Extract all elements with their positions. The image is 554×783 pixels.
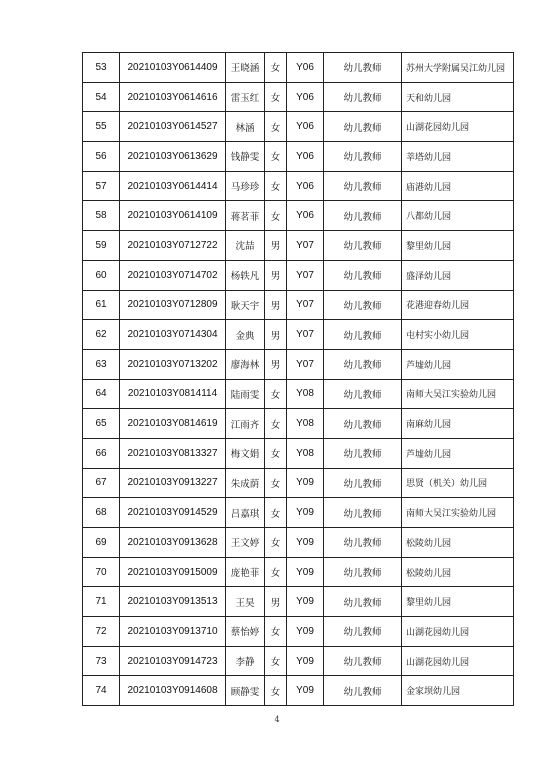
school-cell: 花港迎春幼儿园 — [402, 290, 514, 320]
gender-cell: 女 — [265, 646, 287, 676]
table-row — [83, 438, 514, 468]
position-cell: 幼儿教师 — [324, 557, 402, 587]
candidate-name-cell: 吕嘉琪 — [226, 498, 265, 528]
table-row — [83, 53, 514, 83]
position-code-cell: Y06 — [287, 53, 324, 83]
school-cell: 山湖花园幼儿园 — [402, 112, 514, 142]
position-cell: 幼儿教师 — [324, 617, 402, 647]
table-row — [83, 557, 514, 587]
position-code-cell: Y06 — [287, 82, 324, 112]
table-row — [83, 646, 514, 676]
position-cell: 幼儿教师 — [324, 409, 402, 439]
candidate-name-cell: 朱成荫 — [226, 468, 265, 498]
position-cell: 幼儿教师 — [324, 438, 402, 468]
exam-id-cell: 20210103Y0613629 — [120, 142, 226, 172]
row-number-cell: 70 — [83, 557, 120, 587]
school-cell: 莘塔幼儿园 — [402, 142, 514, 172]
position-code-cell: Y09 — [287, 676, 324, 706]
exam-id-cell: 20210103Y0914529 — [120, 498, 226, 528]
position-cell: 幼儿教师 — [324, 171, 402, 201]
candidate-name-cell: 金典 — [226, 320, 265, 350]
table-row — [83, 349, 514, 379]
position-code-cell: Y06 — [287, 112, 324, 142]
candidate-name-cell: 顾静雯 — [226, 676, 265, 706]
table-row — [83, 260, 514, 290]
exam-id-cell: 20210103Y0814619 — [120, 409, 226, 439]
school-cell: 天和幼儿园 — [402, 82, 514, 112]
gender-cell: 女 — [265, 676, 287, 706]
table-row — [83, 112, 514, 142]
table-body — [83, 53, 514, 706]
school-cell: 苏州大学附属吴江幼儿园 — [402, 53, 514, 83]
gender-cell: 女 — [265, 171, 287, 201]
candidate-name-cell: 蒋茗菲 — [226, 201, 265, 231]
position-code-cell: Y07 — [287, 349, 324, 379]
table-row — [83, 528, 514, 558]
position-cell: 幼儿教师 — [324, 320, 402, 350]
school-cell: 松陵幼儿园 — [402, 557, 514, 587]
candidate-name-cell: 庞艳菲 — [226, 557, 265, 587]
school-cell: 屯村实小幼儿园 — [402, 320, 514, 350]
gender-cell: 女 — [265, 201, 287, 231]
school-cell: 松陵幼儿园 — [402, 528, 514, 558]
candidate-name-cell: 林涵 — [226, 112, 265, 142]
row-number-cell: 68 — [83, 498, 120, 528]
exam-id-cell: 20210103Y0913227 — [120, 468, 226, 498]
gender-cell: 女 — [265, 557, 287, 587]
candidate-name-cell: 廖海林 — [226, 349, 265, 379]
candidate-name-cell: 王文婷 — [226, 528, 265, 558]
school-cell: 南师大吴江实验幼儿园 — [402, 379, 514, 409]
candidate-table — [82, 52, 514, 706]
position-code-cell: Y07 — [287, 260, 324, 290]
row-number-cell: 59 — [83, 231, 120, 261]
candidate-name-cell: 杨轶凡 — [226, 260, 265, 290]
table-row — [83, 468, 514, 498]
school-cell: 山湖花园幼儿园 — [402, 646, 514, 676]
gender-cell: 女 — [265, 409, 287, 439]
table-row — [83, 617, 514, 647]
row-number-cell: 71 — [83, 587, 120, 617]
gender-cell: 女 — [265, 142, 287, 172]
position-cell: 幼儿教师 — [324, 290, 402, 320]
position-cell: 幼儿教师 — [324, 676, 402, 706]
gender-cell: 女 — [265, 112, 287, 142]
table-row — [83, 498, 514, 528]
gender-cell: 女 — [265, 53, 287, 83]
row-number-cell: 69 — [83, 528, 120, 558]
school-cell: 八都幼儿园 — [402, 201, 514, 231]
position-code-cell: Y08 — [287, 438, 324, 468]
page-number: 4 — [274, 715, 280, 724]
exam-id-cell: 20210103Y0614616 — [120, 82, 226, 112]
table-row — [83, 82, 514, 112]
gender-cell: 男 — [265, 320, 287, 350]
school-cell: 南麻幼儿园 — [402, 409, 514, 439]
school-cell: 金家坝幼儿园 — [402, 676, 514, 706]
exam-id-cell: 20210103Y0614409 — [120, 53, 226, 83]
position-cell: 幼儿教师 — [324, 201, 402, 231]
table-row — [83, 676, 514, 706]
exam-id-cell: 20210103Y0915009 — [120, 557, 226, 587]
row-number-cell: 58 — [83, 201, 120, 231]
exam-id-cell: 20210103Y0813327 — [120, 438, 226, 468]
gender-cell: 女 — [265, 379, 287, 409]
table-row — [83, 171, 514, 201]
table-row — [83, 142, 514, 172]
table-row — [83, 201, 514, 231]
school-cell: 庙港幼儿园 — [402, 171, 514, 201]
position-cell: 幼儿教师 — [324, 528, 402, 558]
row-number-cell: 56 — [83, 142, 120, 172]
candidate-name-cell: 蔡怡婷 — [226, 617, 265, 647]
position-cell: 幼儿教师 — [324, 231, 402, 261]
exam-id-cell: 20210103Y0712722 — [120, 231, 226, 261]
gender-cell: 男 — [265, 260, 287, 290]
gender-cell: 女 — [265, 82, 287, 112]
row-number-cell: 65 — [83, 409, 120, 439]
school-cell: 黎里幼儿园 — [402, 231, 514, 261]
exam-id-cell: 20210103Y0714702 — [120, 260, 226, 290]
school-cell: 南师大吴江实验幼儿园 — [402, 498, 514, 528]
position-code-cell: Y09 — [287, 557, 324, 587]
exam-id-cell: 20210103Y0914608 — [120, 676, 226, 706]
gender-cell: 女 — [265, 498, 287, 528]
position-cell: 幼儿教师 — [324, 587, 402, 617]
exam-id-cell: 20210103Y0913710 — [120, 617, 226, 647]
gender-cell: 男 — [265, 587, 287, 617]
position-cell: 幼儿教师 — [324, 349, 402, 379]
gender-cell: 女 — [265, 528, 287, 558]
school-cell: 山湖花园幼儿园 — [402, 617, 514, 647]
position-code-cell: Y08 — [287, 409, 324, 439]
position-code-cell: Y06 — [287, 171, 324, 201]
position-code-cell: Y09 — [287, 646, 324, 676]
row-number-cell: 63 — [83, 349, 120, 379]
table-row — [83, 379, 514, 409]
exam-id-cell: 20210103Y0712809 — [120, 290, 226, 320]
row-number-cell: 74 — [83, 676, 120, 706]
row-number-cell: 60 — [83, 260, 120, 290]
candidate-name-cell: 钱静雯 — [226, 142, 265, 172]
row-number-cell: 62 — [83, 320, 120, 350]
row-number-cell: 73 — [83, 646, 120, 676]
gender-cell: 男 — [265, 290, 287, 320]
exam-id-cell: 20210103Y0913513 — [120, 587, 226, 617]
exam-id-cell: 20210103Y0914723 — [120, 646, 226, 676]
position-cell: 幼儿教师 — [324, 260, 402, 290]
table-row — [83, 587, 514, 617]
row-number-cell: 53 — [83, 53, 120, 83]
candidate-name-cell: 雷玉红 — [226, 82, 265, 112]
position-cell: 幼儿教师 — [324, 646, 402, 676]
position-cell: 幼儿教师 — [324, 82, 402, 112]
gender-cell: 女 — [265, 468, 287, 498]
row-number-cell: 57 — [83, 171, 120, 201]
position-code-cell: Y07 — [287, 290, 324, 320]
row-number-cell: 54 — [83, 82, 120, 112]
candidate-name-cell: 马珍珍 — [226, 171, 265, 201]
candidate-name-cell: 耿天宇 — [226, 290, 265, 320]
exam-id-cell: 20210103Y0614414 — [120, 171, 226, 201]
position-cell: 幼儿教师 — [324, 468, 402, 498]
position-code-cell: Y07 — [287, 320, 324, 350]
table-row — [83, 231, 514, 261]
row-number-cell: 64 — [83, 379, 120, 409]
candidate-name-cell: 梅文娟 — [226, 438, 265, 468]
school-cell: 盛泽幼儿园 — [402, 260, 514, 290]
position-code-cell: Y09 — [287, 528, 324, 558]
position-code-cell: Y09 — [287, 587, 324, 617]
position-cell: 幼儿教师 — [324, 379, 402, 409]
table-row — [83, 320, 514, 350]
row-number-cell: 66 — [83, 438, 120, 468]
row-number-cell: 61 — [83, 290, 120, 320]
position-code-cell: Y09 — [287, 617, 324, 647]
position-cell: 幼儿教师 — [324, 142, 402, 172]
candidate-name-cell: 陆雨雯 — [226, 379, 265, 409]
gender-cell: 男 — [265, 349, 287, 379]
position-code-cell: Y09 — [287, 498, 324, 528]
position-cell: 幼儿教师 — [324, 112, 402, 142]
row-number-cell: 55 — [83, 112, 120, 142]
school-cell: 思贤（机关）幼儿园 — [402, 468, 514, 498]
candidate-name-cell: 王昊 — [226, 587, 265, 617]
candidate-name-cell: 江雨齐 — [226, 409, 265, 439]
position-code-cell: Y06 — [287, 142, 324, 172]
position-code-cell: Y07 — [287, 231, 324, 261]
gender-cell: 女 — [265, 617, 287, 647]
table-row — [83, 290, 514, 320]
candidate-name-cell: 沈喆 — [226, 231, 265, 261]
gender-cell: 女 — [265, 438, 287, 468]
exam-id-cell: 20210103Y0714304 — [120, 320, 226, 350]
exam-id-cell: 20210103Y0614109 — [120, 201, 226, 231]
position-code-cell: Y08 — [287, 379, 324, 409]
position-code-cell: Y09 — [287, 468, 324, 498]
school-cell: 芦墟幼儿园 — [402, 349, 514, 379]
row-number-cell: 72 — [83, 617, 120, 647]
exam-id-cell: 20210103Y0913628 — [120, 528, 226, 558]
school-cell: 芦墟幼儿园 — [402, 438, 514, 468]
row-number-cell: 67 — [83, 468, 120, 498]
position-cell: 幼儿教师 — [324, 53, 402, 83]
exam-id-cell: 20210103Y0614527 — [120, 112, 226, 142]
position-code-cell: Y06 — [287, 201, 324, 231]
school-cell: 黎里幼儿园 — [402, 587, 514, 617]
candidate-name-cell: 王晓涵 — [226, 53, 265, 83]
position-cell: 幼儿教师 — [324, 498, 402, 528]
table-row — [83, 409, 514, 439]
exam-id-cell: 20210103Y0814114 — [120, 379, 226, 409]
candidate-name-cell: 李静 — [226, 646, 265, 676]
gender-cell: 男 — [265, 231, 287, 261]
exam-id-cell: 20210103Y0713202 — [120, 349, 226, 379]
